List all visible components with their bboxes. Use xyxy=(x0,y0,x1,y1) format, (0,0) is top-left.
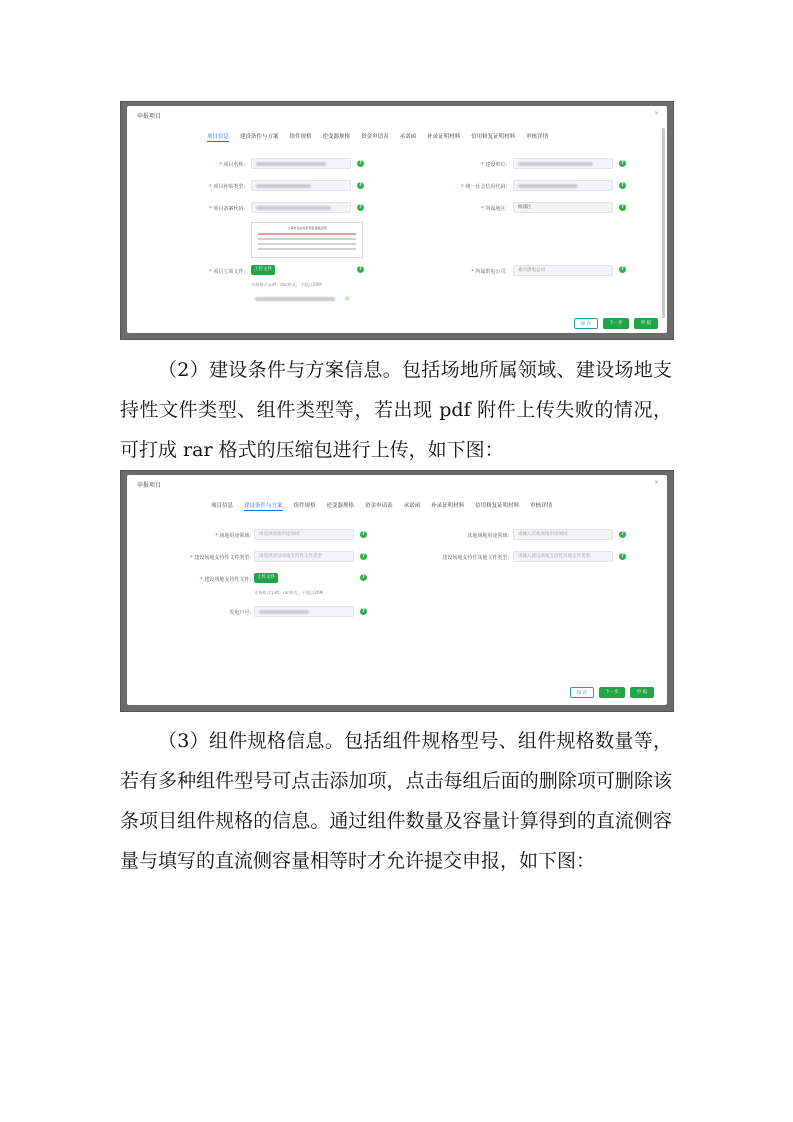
tab-commitment[interactable]: 承诺函 xyxy=(399,134,417,140)
label-support-file: * 建设场地支持性文件: xyxy=(200,577,251,583)
tab-inverters[interactable]: 逆变器规格 xyxy=(326,503,355,509)
site-domain-select[interactable]: 请选择场地用途领域 xyxy=(254,529,354,540)
help-icon[interactable]: ? xyxy=(619,553,626,560)
label-generation-account: 发电户号: xyxy=(229,610,251,616)
label-build-unit: * 建设单位: xyxy=(481,162,507,168)
upload-button[interactable]: 上传文件 xyxy=(254,573,278,583)
modal-title: 申报项目 xyxy=(137,113,162,120)
tab-funding[interactable]: 资金申请表 xyxy=(365,503,393,509)
label-power-company: * 所属供电公司: xyxy=(471,269,507,275)
tab-project-info[interactable]: 项目信息 xyxy=(207,134,230,140)
label-project-name: * 项目名称: xyxy=(219,162,245,168)
tab-bar xyxy=(207,132,559,142)
other-site-domain-input[interactable]: 请输入其他场地用途领域 xyxy=(513,529,613,540)
help-icon[interactable]: ? xyxy=(360,574,367,581)
tab-supplementary[interactable]: 补录证明材料 xyxy=(431,503,465,509)
label-credit-code: * 统一社会信用代码: xyxy=(461,184,507,190)
tab-conditions[interactable]: 建设条件与方案 xyxy=(244,503,283,509)
project-name-input[interactable] xyxy=(251,158,351,169)
label-site-domain: * 场地用途领域: xyxy=(215,533,251,539)
help-icon[interactable]: ? xyxy=(619,531,626,538)
tab-modules[interactable]: 组件规格 xyxy=(293,503,316,509)
tab-commitment[interactable]: 承诺函 xyxy=(403,503,421,509)
close-icon[interactable]: × xyxy=(653,110,659,117)
tab-credit-repair[interactable]: 信用修复证明材料 xyxy=(475,503,520,509)
help-icon[interactable]: ? xyxy=(619,182,626,189)
project-declaration-modal xyxy=(127,475,667,705)
build-unit-input[interactable] xyxy=(513,158,613,169)
tab-project-info[interactable]: 项目信息 xyxy=(211,503,234,509)
help-icon[interactable]: ? xyxy=(360,531,367,538)
scrollbar[interactable] xyxy=(662,128,665,318)
tab-review[interactable]: 审核详情 xyxy=(526,134,549,140)
help-icon[interactable]: ? xyxy=(357,182,364,189)
tab-modules[interactable]: 组件规格 xyxy=(289,134,312,140)
label-subsidy-type: * 项目补贴类型: xyxy=(209,184,245,190)
label-filing-code: * 项目备案代码: xyxy=(209,206,245,212)
screenshot-project-info xyxy=(120,101,674,340)
submit-button[interactable]: 申 报 xyxy=(630,687,654,698)
tab-review[interactable]: 审核详情 xyxy=(530,503,553,509)
label-support-file-type: * 建设场地支持性文件类型: xyxy=(190,555,251,561)
paragraph-conditions: （2）建设条件与方案信息。包括场地所属领域、建设场地支持性文件类型、组件类型等，若出现 pdf 附件上传失败的情况，可打成 rar 格式的压缩包进行上传，如下图： xyxy=(120,359,672,461)
success-check-icon: ⊙ xyxy=(345,296,350,302)
subsidy-type-select[interactable] xyxy=(251,180,351,191)
help-icon[interactable]: ? xyxy=(360,608,367,615)
modal-title: 申报项目 xyxy=(137,482,162,489)
help-icon[interactable]: ? xyxy=(619,204,626,211)
tab-bar xyxy=(211,501,563,511)
doc-thumb-title: 上海市企业投资项目备案证明 xyxy=(287,226,327,230)
close-icon[interactable]: × xyxy=(653,479,659,486)
next-button[interactable]: 下一步 xyxy=(603,318,629,329)
help-icon[interactable]: ? xyxy=(619,266,626,273)
power-company-select[interactable]: 嘉兴供电公司 xyxy=(513,265,613,276)
filing-document-thumbnail[interactable] xyxy=(251,222,363,258)
help-icon[interactable]: ? xyxy=(360,553,367,560)
help-icon[interactable]: ? xyxy=(357,204,364,211)
tab-supplementary[interactable]: 补录证明材料 xyxy=(427,134,461,140)
label-other-support-file-type: 建设场地支持性其他文件类型: xyxy=(442,555,509,561)
tab-inverters[interactable]: 逆变器规格 xyxy=(322,134,351,140)
next-button[interactable]: 下一步 xyxy=(599,687,625,698)
tab-conditions[interactable]: 建设条件与方案 xyxy=(240,134,279,140)
upload-hint: 支持格式:pdf、doc格式，不超过20M xyxy=(251,282,322,287)
label-region: * 所属地区: xyxy=(481,206,507,212)
credit-code-input[interactable] xyxy=(513,180,613,191)
help-icon[interactable]: ? xyxy=(357,160,364,167)
save-button[interactable]: 保 存 xyxy=(570,687,594,698)
other-support-file-type-input[interactable]: 请输入建设场地支持性其他文件类型 xyxy=(513,551,613,562)
tab-funding[interactable]: 资金申请表 xyxy=(361,134,389,140)
help-icon[interactable]: ? xyxy=(619,160,626,167)
save-button[interactable]: 保 存 xyxy=(574,318,598,329)
label-other-site-domain: 其他场地用途领域: xyxy=(467,533,509,539)
tab-credit-repair[interactable]: 信用修复证明材料 xyxy=(471,134,516,140)
upload-hint: 支持格式:pdf、rar格式，不超过20M xyxy=(254,590,324,595)
region-select[interactable]: 杨浦区 xyxy=(513,202,613,213)
project-declaration-modal xyxy=(127,106,667,333)
filing-code-input[interactable] xyxy=(251,202,351,213)
label-approval-file: * 项目立项文件: xyxy=(209,269,245,275)
submit-button[interactable]: 申 报 xyxy=(634,318,658,329)
uploaded-file-item[interactable] xyxy=(251,294,351,305)
paragraph-modules: （3）组件规格信息。包括组件规格型号、组件规格数量等，若有多种组件型号可点击添加项，点击每组后面的删除项可删除该条项目组件规格的信息。通过组件数量及容量计算得到的直流侧容量与填写的直流侧容量相等时才允许提交申报，如下图： xyxy=(120,730,672,872)
support-file-type-select[interactable]: 请选择建设场地支持性文件类型 xyxy=(254,551,354,562)
screenshot-conditions xyxy=(120,470,674,712)
upload-button[interactable]: 上传文件 xyxy=(251,265,275,275)
help-icon[interactable]: ? xyxy=(357,266,364,273)
generation-account-input[interactable] xyxy=(254,606,354,617)
